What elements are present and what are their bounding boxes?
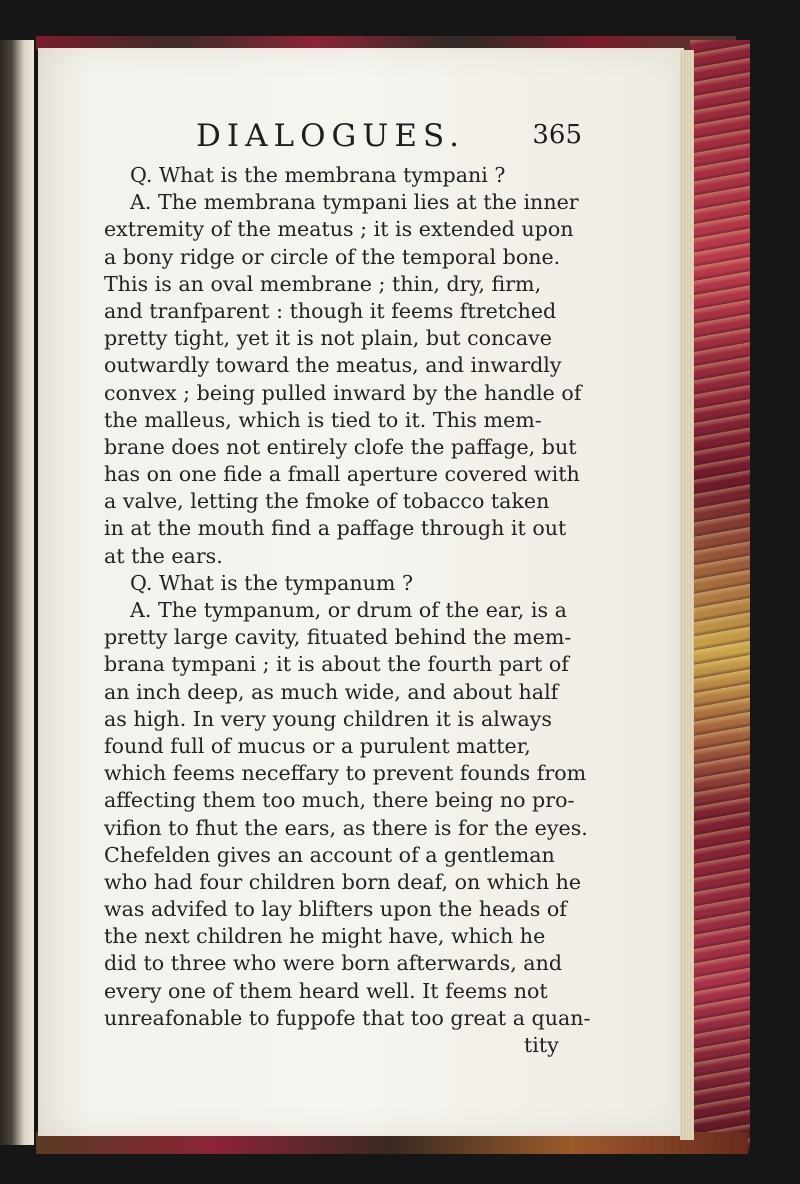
- text-line: A. The membrana tympani lies at the inner: [130, 190, 579, 215]
- text-line: and tranfparent : though it feems ftretched: [104, 298, 557, 323]
- text-line: pretty large cavity, fituated behind the mem-: [104, 625, 572, 650]
- body-text: [104, 162, 604, 1059]
- text-line: Chefelden gives an account of a gentleman: [104, 842, 555, 867]
- text-line: has on one fide a fmall aperture covered with: [104, 462, 580, 487]
- running-head: [160, 118, 600, 158]
- text-line: brane does not entirely clofe the paffage, but: [104, 434, 577, 459]
- text-line: A. The tympanum, or drum of the ear, is a: [130, 598, 567, 622]
- text-line: as high. In very young children it is always: [104, 706, 552, 731]
- catchword: tity: [524, 1033, 559, 1057]
- text-line: the malleus, which is tied to it. This mem-: [104, 407, 542, 432]
- text-line: at the ears.: [104, 543, 223, 568]
- text-line: a bony ridge or circle of the temporal bone.: [104, 244, 561, 269]
- text-line: outwardly toward the meatus, and inwardly: [104, 353, 562, 378]
- text-line: unreafonable to fuppofe that too great a quan-: [104, 1005, 591, 1030]
- page-number: 365: [532, 120, 582, 150]
- text-line: This is an oval membrane ; thin, dry, firm,: [104, 271, 542, 296]
- text-line: which feems neceffary to prevent founds from: [104, 761, 587, 786]
- page-edges: [680, 50, 694, 1140]
- text-line: Q. What is the tympanum ?: [130, 570, 413, 595]
- text-line: found full of mucus or a purulent matter,: [104, 733, 531, 758]
- text-line: brana tympani ; it is about the fourth part of: [104, 652, 569, 677]
- text-line: an inch deep, as much wide, and about half: [104, 679, 559, 704]
- text-line: affecting them too much, there being no pro-: [104, 788, 575, 813]
- text-line: was advifed to lay blifters upon the heads of: [104, 897, 567, 922]
- marbled-cover-edge: [690, 40, 750, 1150]
- text-line: a valve, letting the fmoke of tobacco taken: [104, 489, 550, 514]
- text-line: did to three who were born afterwards, and: [104, 951, 563, 976]
- text-line: extremity of the meatus ; it is extended upon: [104, 217, 574, 242]
- text-line: who had four children born deaf, on which he: [104, 869, 582, 894]
- text-line: every one of them heard well. It feems not: [104, 978, 548, 1003]
- text-line: pretty tight, yet it is not plain, but concave: [104, 326, 552, 351]
- text-line: in at the mouth find a paffage through it out: [104, 516, 567, 541]
- text-line: the next children he might have, which he: [104, 924, 546, 949]
- book-binding: [0, 40, 34, 1145]
- text-line: vifion to fhut the ears, as there is for the eyes.: [104, 815, 588, 840]
- running-head-title: DIALOGUES.: [196, 118, 465, 154]
- text-line: Q. What is the membrana tympani ?: [130, 163, 506, 187]
- text-line: convex ; being pulled inward by the handle of: [104, 380, 582, 405]
